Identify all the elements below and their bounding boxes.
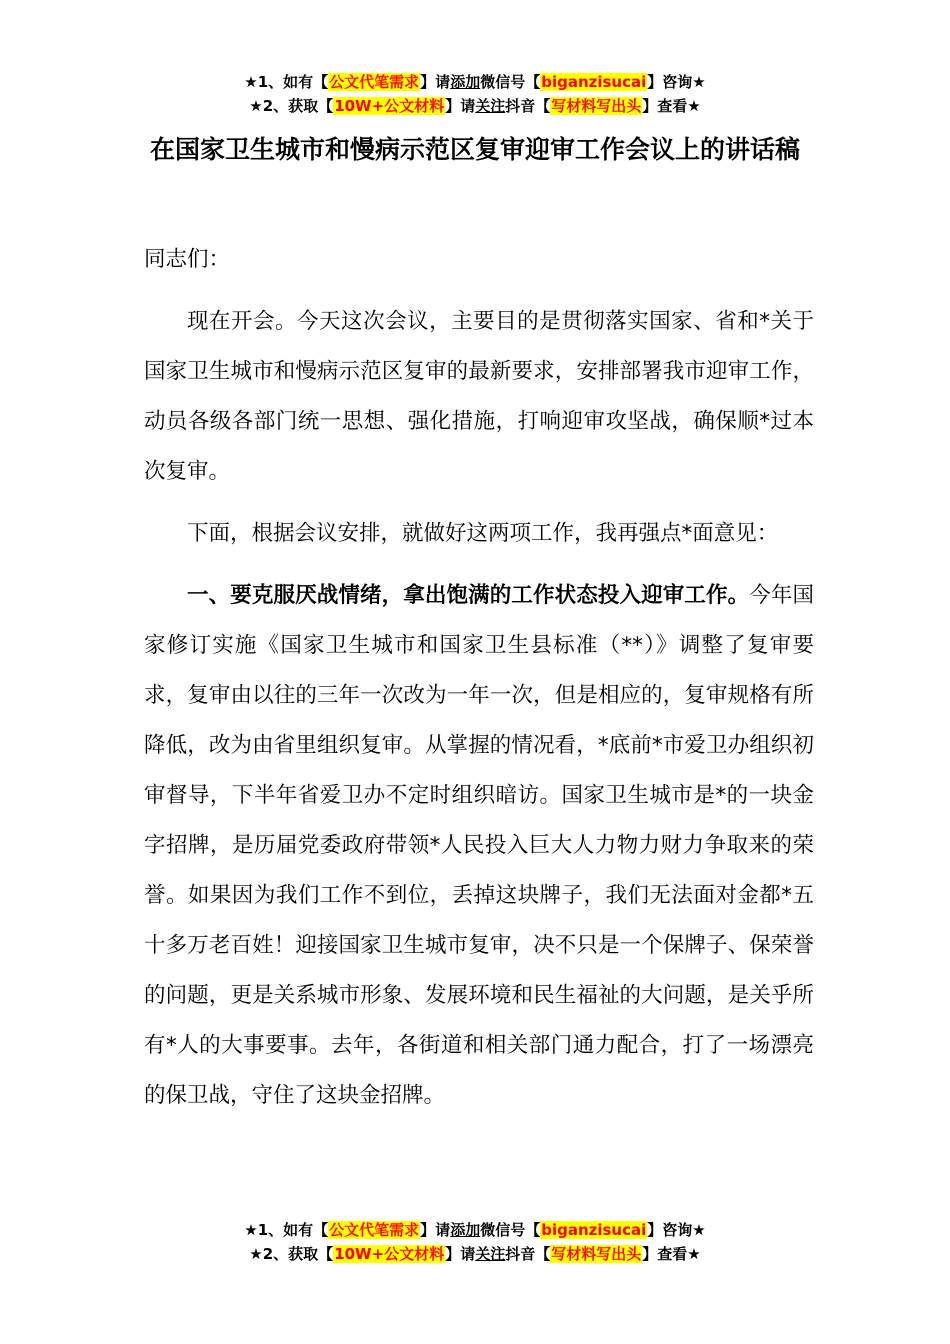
banner-text: 】咨询★ bbox=[647, 1221, 706, 1239]
document-body bbox=[144, 235, 814, 1133]
banner-text: ★1、如有【 bbox=[244, 1221, 329, 1239]
banner-text: ★2、获取【 bbox=[249, 1245, 334, 1263]
header-banner bbox=[0, 70, 950, 118]
salutation: 同志们： bbox=[144, 247, 231, 272]
highlight-douyin-id: 写材料写出头 bbox=[551, 97, 642, 115]
banner-underlined-text: 关注 bbox=[475, 1245, 506, 1263]
banner-underlined-text: 添加 bbox=[450, 1221, 481, 1239]
highlight-douyin-id: 写材料写出头 bbox=[551, 1245, 642, 1263]
banner-text: ★2、获取【 bbox=[249, 97, 334, 115]
banner-text: 抖音【 bbox=[505, 97, 551, 115]
banner-line-1 bbox=[0, 1218, 950, 1242]
paragraph-transition: 下面，根据会议安排，就做好这两项工作，我再强点*面意见： bbox=[187, 521, 779, 546]
section-heading: 一、要克服厌战情绪，拿出饱满的工作状态投入迎审工作。 bbox=[187, 583, 750, 608]
footer-banner bbox=[0, 1218, 950, 1266]
document-title: 在国家卫生城市和慢病示范区复审迎审工作会议上的讲话稿 bbox=[149, 135, 800, 164]
highlight-materials: 10W+公文材料 bbox=[334, 1245, 445, 1263]
banner-line-2 bbox=[0, 94, 950, 118]
banner-line-1 bbox=[0, 70, 950, 94]
banner-text: 】请 bbox=[445, 97, 476, 115]
banner-underlined-text: 添加 bbox=[450, 73, 481, 91]
paragraph-section-one bbox=[144, 571, 814, 1121]
banner-text: 】查看★ bbox=[642, 97, 701, 115]
banner-text: 抖音【 bbox=[505, 1245, 551, 1263]
banner-text: 】请 bbox=[420, 1221, 451, 1239]
banner-text: 微信号【 bbox=[480, 1221, 541, 1239]
banner-text: 】请 bbox=[420, 73, 451, 91]
highlight-service: 公文代笔需求 bbox=[329, 1221, 420, 1239]
highlight-wechat-id: biganzisucai bbox=[541, 73, 647, 91]
banner-text: 微信号【 bbox=[480, 73, 541, 91]
banner-line-2 bbox=[0, 1242, 950, 1266]
highlight-wechat-id: biganzisucai bbox=[541, 1221, 647, 1239]
highlight-materials: 10W+公文材料 bbox=[334, 97, 445, 115]
section-body: 今年国家修订实施《国家卫生城市和国家卫生县标准（**）》调整了复审要求，复审由以往的三年一次改为一年一次，但是相应的，复审规格有所降低，改为由省里组织复审。从掌握的情况看，*底前*市爱卫办组织初审督导，下半年省爱卫办不定时组织暗访。国家卫生城市是*的一块金字招牌，是历届党委政府带领*人民投入巨大人力物力财力争取来的荣誉。如果因为我们工作不到位，丢掉这块牌子，我们无法面对金都*五十多万老百姓！迎接国家卫生城市复审，决不只是一个保牌子、保荣誉的问题，更是关系城市形象、发展环境和民生福祉的大问题，是关乎所有*人的大事要事。去年，各街道和相关部门通力配合，打了一场漂亮的保卫战，守住了这块金招牌。 bbox=[144, 583, 814, 1108]
banner-text: ★1、如有【 bbox=[244, 73, 329, 91]
banner-text: 】请 bbox=[445, 1245, 476, 1263]
highlight-service: 公文代笔需求 bbox=[329, 73, 420, 91]
banner-text: 】咨询★ bbox=[647, 73, 706, 91]
paragraph-intro: 现在开会。今天这次会议，主要目的是贯彻落实国家、省和*关于国家卫生城市和慢病示范区复审的最新要求，安排部署我市迎审工作，动员各级各部门统一思想、强化措施，打响迎审攻坚战，确保顺*过本次复审。 bbox=[144, 309, 814, 484]
banner-underlined-text: 关注 bbox=[475, 97, 506, 115]
banner-text: 】查看★ bbox=[642, 1245, 701, 1263]
